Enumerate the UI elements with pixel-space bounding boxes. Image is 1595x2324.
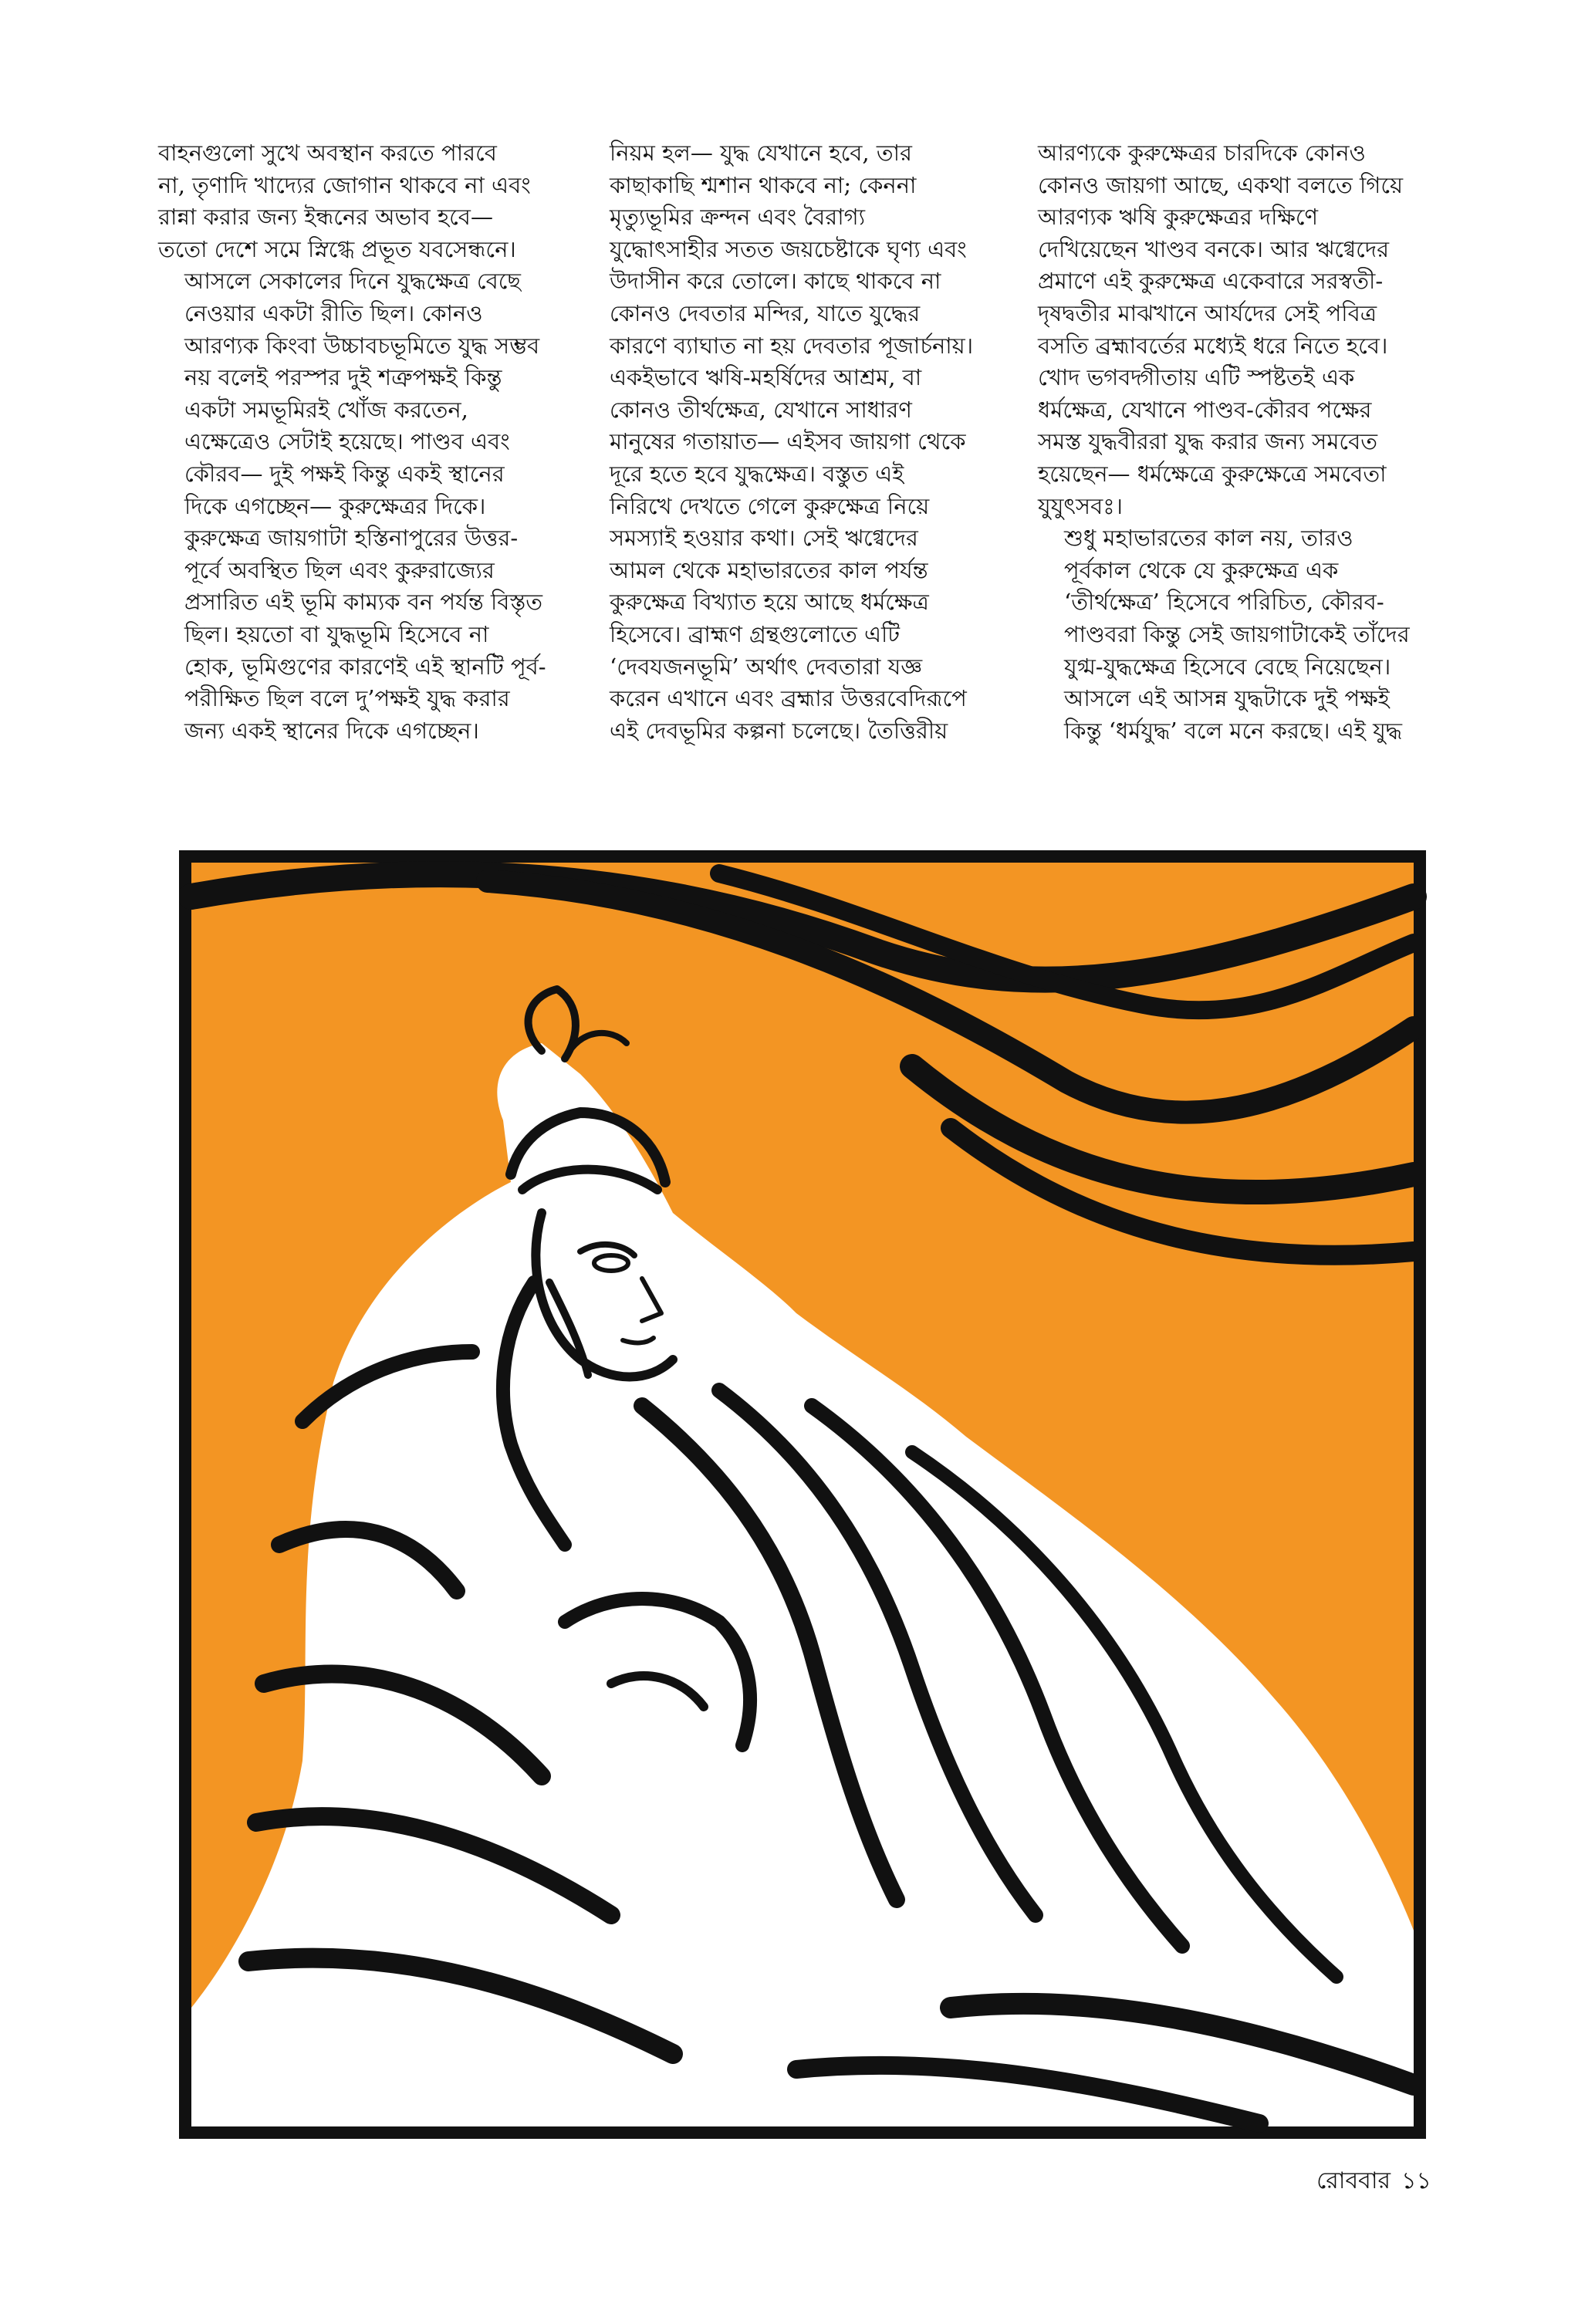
text-line: আসলে এই আসন্ন যুদ্ধটাকে দুই পক্ষই (1064, 685, 1390, 712)
text-line: মানুষের গতায়াত— এইসব জায়গা থেকে (610, 428, 966, 455)
article-column-1 (158, 137, 544, 747)
text-line: মৃত্যুভূমির ক্রন্দন এবং বৈরাগ্য (610, 204, 866, 231)
text-line: প্রসারিত এই ভূমি কাম্যক বন পর্যন্ত বিস্তৃত (184, 589, 543, 616)
text-line: কুরুক্ষেত্র বিখ্যাত হয়ে আছে ধর্মক্ষেত্র (610, 589, 929, 616)
text-line: কুরুক্ষেত্র জায়গাটা হস্তিনাপুরের উত্তর- (184, 525, 519, 552)
text-line: নিয়ম হল— যুদ্ধ যেখানে হবে, তার (610, 140, 912, 166)
text-line: আরণ্যক কিংবা উচ্চাবচভূমিতে যুদ্ধ সম্ভব (184, 332, 540, 359)
text-line: করেন এখানে এবং ব্রহ্মার উত্তরবেদিরূপে (610, 685, 967, 712)
text-line: পূর্বে অবস্থিত ছিল এবং কুরুরাজ্যের (184, 556, 495, 583)
text-line: ততো দেশে সমে স্নিগ্ধে প্রভূত যবসেন্ধনে। (158, 235, 516, 262)
text-line: কিন্তু ‘ধর্মযুদ্ধ’ বলে মনে করছে। এই যুদ্ধ (1064, 717, 1403, 744)
text-line: হোক, ভূমিগুণের কারণেই এই স্থানটি পূর্ব- (184, 653, 546, 680)
paragraph (158, 137, 544, 265)
page-footer (1316, 2162, 1431, 2201)
text-line: জন্য একই স্থানের দিকে এগচ্ছেন। (184, 717, 479, 744)
magazine-name: রোববার (1316, 2167, 1391, 2194)
text-line: পূর্বকাল থেকে যে কুরুক্ষেত্র এক (1064, 556, 1339, 583)
text-line: সমস্ত যুদ্ধবীররা যুদ্ধ করার জন্য সমবেত (1038, 428, 1377, 455)
text-line: কাছাকাছি শ্মশান থাকবে না; কেননা (610, 171, 917, 198)
text-line: আরণ্যক ঋষি কুরুক্ষেত্রর দক্ষিণে (1038, 204, 1319, 231)
krishna-illustration (179, 850, 1428, 2139)
text-line: আরণ্যকে কুরুক্ষেত্রর চারদিকে কোনও (1038, 140, 1366, 166)
text-line: ‘দেবযজনভূমি’ অর্থাৎ দেবতারা যজ্ঞ (610, 653, 923, 680)
text-line: ছিল। হয়তো বা যুদ্ধভূমি হিসেবে না (184, 620, 489, 647)
text-line: এক্ষেত্রেও সেটাই হয়েছে। পাণ্ডব এবং (184, 428, 510, 455)
paragraph (583, 137, 974, 747)
text-line: দৃষদ্বতীর মাঝখানে আর্যদের সেই পবিত্র (1038, 299, 1377, 326)
text-line: একটা সমভূমিরই খোঁজ করতেন, (184, 396, 468, 423)
text-line: হয়েছেন— ধর্মক্ষেত্রে কুরুক্ষেত্রে সমবেতা (1038, 460, 1387, 487)
text-line: শুধু মহাভারতের কাল নয়, তারও (1064, 525, 1353, 552)
text-line: যুদ্ধোৎসাহীর সতত জয়চেষ্টাকে ঘৃণ্য এবং (610, 235, 967, 262)
text-line: নেওয়ার একটা রীতি ছিল। কোনও (184, 299, 483, 326)
page-number: ১১ (1401, 2167, 1431, 2194)
paragraph (1038, 137, 1424, 522)
text-line: যুযুৎসবঃ। (1038, 492, 1124, 519)
text-line: প্রমাণে এই কুরুক্ষেত্র একেবারে সরস্বতী- (1038, 268, 1384, 295)
text-line: দূরে হতে হবে যুদ্ধক্ষেত্র। বস্তুত এই (610, 460, 904, 487)
text-line: না, তৃণাদি খাদ্যের জোগান থাকবে না এবং (158, 171, 531, 198)
text-line: কোনও দেবতার মন্দির, যাতে যুদ্ধের (610, 299, 921, 326)
text-line: নিরিখে দেখতে গেলে কুরুক্ষেত্র নিয়ে (610, 492, 930, 519)
text-line: রান্না করার জন্য ইন্ধনের অভাব হবে— (158, 204, 493, 231)
article-column-3 (1038, 137, 1424, 747)
text-line: আমল থেকে মহাভারতের কাল পর্যন্ত (610, 556, 928, 583)
text-line: উদাসীন করে তোলে। কাছে থাকবে না (610, 268, 941, 295)
text-line: হিসেবে। ব্রাহ্মণ গ্রন্থগুলোতে এটি (610, 620, 901, 647)
text-line: ‘তীর্থক্ষেত্র’ হিসেবে পরিচিত, কৌরব- (1064, 589, 1384, 616)
paragraph (1038, 522, 1424, 747)
text-line: কোনও জায়গা আছে, একথা বলতে গিয়ে (1038, 171, 1404, 198)
paragraph (158, 265, 544, 747)
text-line: সমস্যাই হওয়ার কথা। সেই ঋগ্বেদের (610, 525, 918, 552)
article-column-2 (583, 137, 974, 747)
text-line: বাহনগুলো সুখে অবস্থান করতে পারবে (158, 140, 497, 166)
text-line: নয় বলেই পরস্পর দুই শত্রুপক্ষই কিন্তু (184, 364, 502, 391)
text-line: কারণে ব্যাঘাত না হয় দেবতার পূজার্চনায়। (610, 332, 974, 359)
text-line: কৌরব— দুই পক্ষই কিন্তু একই স্থানের (184, 460, 505, 487)
text-line: পাণ্ডবরা কিন্তু সেই জায়গাটাকেই তাঁদের (1064, 620, 1410, 647)
text-line: এই দেবভূমির কল্পনা চলেছে। তৈত্তিরীয় (610, 717, 948, 744)
text-line: যুগ্ম-যুদ্ধক্ষেত্র হিসেবে বেছে নিয়েছেন। (1064, 653, 1391, 680)
text-line: একইভাবে ঋষি-মহর্ষিদের আশ্রম, বা (610, 364, 922, 391)
text-line: কোনও তীর্থক্ষেত্র, যেখানে সাধারণ (610, 396, 912, 423)
text-line: পরীক্ষিত ছিল বলে দু’পক্ষই যুদ্ধ করার (184, 685, 510, 712)
text-line: ধর্মক্ষেত্র, যেখানে পাণ্ডব-কৌরব পক্ষের (1038, 396, 1372, 423)
text-line: দিকে এগচ্ছেন— কুরুক্ষেত্রর দিকে। (184, 492, 486, 519)
text-line: বসতি ব্রহ্মাবর্তের মধ্যেই ধরে নিতে হবে। (1038, 332, 1388, 359)
text-line: আসলে সেকালের দিনে যুদ্ধক্ষেত্র বেছে (184, 268, 522, 295)
text-line: খোদ ভগবদ্গীতায় এটি স্পষ্টতই এক (1038, 364, 1355, 391)
text-line: দেখিয়েছেন খাণ্ডব বনকে। আর ঋগ্বেদের (1038, 235, 1390, 262)
